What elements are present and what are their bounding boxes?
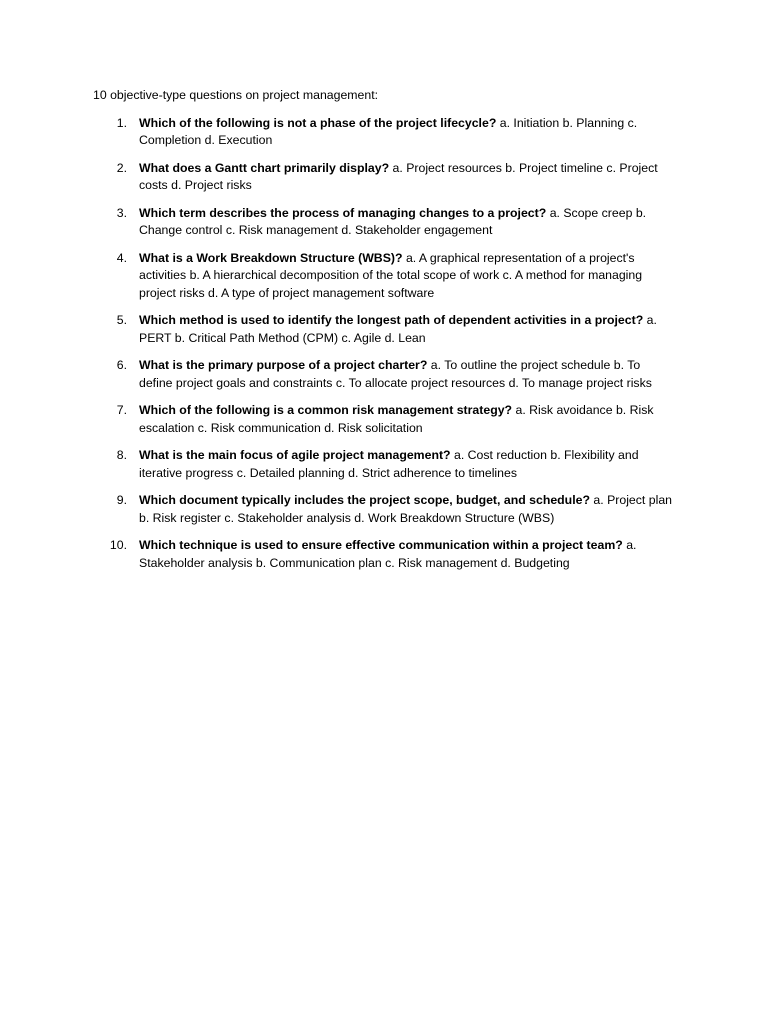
question-item xyxy=(93,160,676,195)
question-item xyxy=(93,250,676,303)
question-stem: Which technique is used to ensure effective communication within a project team? xyxy=(139,538,623,552)
question-stem: Which of the following is a common risk management strategy? xyxy=(139,403,513,417)
question-stem: What does a Gantt chart primarily display? xyxy=(139,160,390,175)
question-number: 7. xyxy=(116,403,127,417)
question-text xyxy=(139,357,676,392)
question-stem: Which of the following is not a phase of the project lifecycle? xyxy=(139,115,497,130)
question-text xyxy=(139,447,676,482)
question-text xyxy=(139,492,676,527)
question-text xyxy=(139,537,676,572)
question-number: 2. xyxy=(116,160,127,175)
question-number: 10. xyxy=(109,538,127,552)
question-item xyxy=(93,115,676,150)
question-number: 8. xyxy=(116,448,127,462)
question-stem: What is a Work Breakdown Structure (WBS)? xyxy=(139,250,403,265)
question-text xyxy=(139,160,676,195)
question-options: a. To outline the project schedule b. To define project goals and constraints c. To allocate project resources d. To manage project risks xyxy=(139,358,652,390)
question-text xyxy=(139,115,676,150)
question-text xyxy=(139,250,676,303)
question-number: 6. xyxy=(116,358,127,372)
question-options: a. Initiation b. Planning c. Completion d. Execution xyxy=(139,115,638,147)
question-options: a. Stakeholder analysis b. Communication plan c. Risk management d. Budgeting xyxy=(139,538,637,570)
question-text xyxy=(139,312,676,347)
question-list xyxy=(93,115,676,573)
question-text xyxy=(139,205,676,240)
question-options: a. Project resources b. Project timeline c. Project costs d. Project risks xyxy=(139,160,658,192)
question-item xyxy=(93,537,676,572)
question-number: 9. xyxy=(116,493,127,507)
question-text xyxy=(139,402,676,437)
question-stem: What is the primary purpose of a project charter? xyxy=(139,358,428,372)
question-item xyxy=(93,357,676,392)
question-number: 4. xyxy=(116,250,127,265)
question-number: 1. xyxy=(116,115,127,130)
question-options: a. Scope creep b. Change control c. Risk management d. Stakeholder engagement xyxy=(139,205,647,237)
question-options: a. Cost reduction b. Flexibility and iterative progress c. Detailed planning d. Strict adherence to timelines xyxy=(139,448,639,480)
question-options: a. PERT b. Critical Path Method (CPM) c. Agile d. Lean xyxy=(139,313,657,345)
question-stem: Which term describes the process of managing changes to a project? xyxy=(139,205,547,220)
question-stem: Which method is used to identify the longest path of dependent activities in a project? xyxy=(139,313,644,327)
intro-text: 10 objective-type questions on project management: xyxy=(93,88,379,102)
question-number: 3. xyxy=(116,205,127,220)
question-options: a. A graphical representation of a project's activities b. A hierarchical decomposition of the total scope of work c. A method for managing project risks d. A type of project management software xyxy=(139,250,643,300)
question-stem: What is the main focus of agile project management? xyxy=(139,448,451,462)
question-item xyxy=(93,402,676,437)
question-number: 5. xyxy=(116,313,127,327)
question-options: a. Risk avoidance b. Risk escalation c. Risk communication d. Risk solicitation xyxy=(139,403,654,435)
question-item xyxy=(93,205,676,240)
question-stem: Which document typically includes the project scope, budget, and schedule? xyxy=(139,493,590,507)
question-item xyxy=(93,492,676,527)
question-item xyxy=(93,312,676,347)
question-options: a. Project plan b. Risk register c. Stakeholder analysis d. Work Breakdown Structure (WBS) xyxy=(139,493,672,525)
question-item xyxy=(93,447,676,482)
